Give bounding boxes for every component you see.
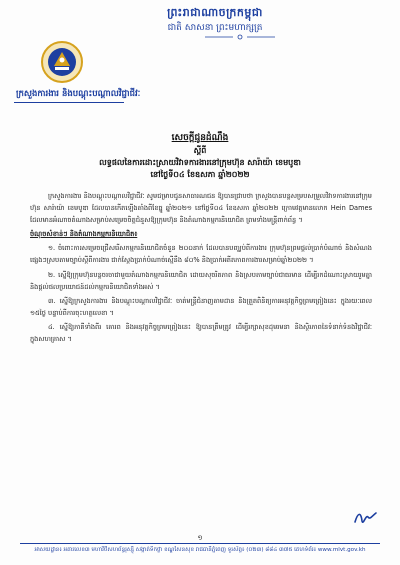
intro-paragraph: ក្រសួងការងារ និងបណ្តុះបណ្តាលវិជ្ជាជីវៈ សូមជម្រាបជូនសាធារណជន ឱ្យបានជ្រាបថា ក្រសួងបានបន្តសម្របសម្រួលវិវាទការងារនៅក្រុមហ៊ុន សារ៉ាយ៉ា ខេមបូឌា ដែលបានកើតឡើងតាំងពីខែធ្នូ ឆ្នាំ២០២១ នៅថ្ងៃទី០៤ ខែឧសភា ឆ្នាំ២០២២ ក្រោមវត្តមានលោក Hein Dames ដែលមានអំណាចតំណាងសម្រាប់សម្រេចចិត្តជំនួសឱ្យក្រុមហ៊ុន និងតំណាងកម្មករនិយោជិត ព្រមទាំងមន្ត្រីពាក់ព័ន្ធ ។: [30, 192, 372, 225]
kingdom-heading: ព្រះរាជាណាចក្រកម្ពុជា: [167, 6, 263, 19]
header-ornament: [205, 34, 275, 40]
footer-rule: [20, 543, 380, 544]
ministry-name: ក្រសួងការងារ និងបណ្តុះបណ្តាលវិជ្ជាជីវៈ: [16, 89, 141, 99]
letterhead: [0, 6, 400, 35]
list-item: ២. ស្នើឱ្យក្រុមហ៊ុនបន្តចរចាជាមួយតំណាងកម្មករនិយោជិត ដោយសុចរិតភាព និងស្របតាមច្បាប់ជាធរមាន ដើម្បីរកដំណោះស្រាយរួមគ្នា និងផ្តល់ផលប្រយោជន៍ដល់កម្មករនិយោជិតទាំងអស់ ។: [30, 270, 372, 291]
ministry-underline: [14, 102, 124, 103]
notice-body: [30, 190, 372, 347]
footer-address: អាសយដ្ឋាន៖ អគារលេខ៣ មហាវិថីសហព័ន្ធរុស្ស៊ី សង្កាត់ទឹកថ្លា ខណ្ឌសែនសុខ រាជធានីភ្នំពេញ ទូរស័ព្ទ៖ (០២៣) ៨៨៤ ៣៧៥ គេហទំព័រ៖ www.mlvt.gov.kh: [34, 547, 366, 553]
list-item: ៣. ស្នើឱ្យក្រសួងការងារ និងបណ្តុះបណ្តាលវិជ្ជាជីវៈ ចាត់មន្ត្រីជំនាញតាមដាន និងត្រួតពិនិត្យការអនុវត្តកិច្ចព្រមព្រៀងនេះ ក្នុងរយៈពេល ១៥ថ្ងៃ បន្ទាប់ពីការចុះហត្ថលេខា ។: [30, 296, 372, 317]
notice-subject: លទ្ធផលនៃការដោះស្រាយវិវាទការងារនៅក្រុមហ៊ុន សារ៉ាយ៉ា ខេមបូឌា: [99, 158, 301, 167]
ministry-logo: [40, 40, 84, 84]
list-item: ១. ចំពោះការសម្រេចជ្រើសរើសកម្មករនិយោជិតចំនួន ២០០នាក់ ដែលបានបញ្ឈប់ពីការងារ ក្រុមហ៊ុនព្រមផ្តល់ប្រាក់បំណាច់ និងសំណងផ្សេងៗស្របតាមច្បាប់ស្តីពីការងារ ជាក់ស្តែងប្រាក់បំណាច់ស្មើនឹង ៨០% និងប្រាក់អតីតភាពការងារសម្រាប់ឆ្នាំ២០២២ ។: [30, 244, 372, 265]
national-motto: ជាតិ សាសនា ព្រះមហាក្សត្រ: [167, 23, 263, 33]
list-item: ៤. ស្នើឱ្យភាគីទាំងពីរ គោរព និងអនុវត្តកិច្ចព្រមព្រៀងនេះ ឱ្យបានត្រឹមត្រូវ ដើម្បីរក្សាសុខដុមរមនា និងស្ថិរភាពនៃទំនាក់ទំនងវិជ្ជាជីវៈ ក្នុងសហគ្រាស ។: [30, 322, 372, 344]
page-number: ១: [197, 534, 203, 542]
notice-subject-label: ស្តីពី: [193, 146, 207, 155]
signature-mark: [352, 508, 378, 528]
notice-title: សេចក្តីជូនដំណឹង: [171, 133, 229, 143]
notice-date: នៅថ្ងៃទី០៤ ខែឧសភា ឆ្នាំ២០២២: [150, 170, 250, 179]
section-heading: ចំណុចសំខាន់ៗ និងតំណាងកម្មករនិយោជិត៖: [30, 230, 138, 239]
